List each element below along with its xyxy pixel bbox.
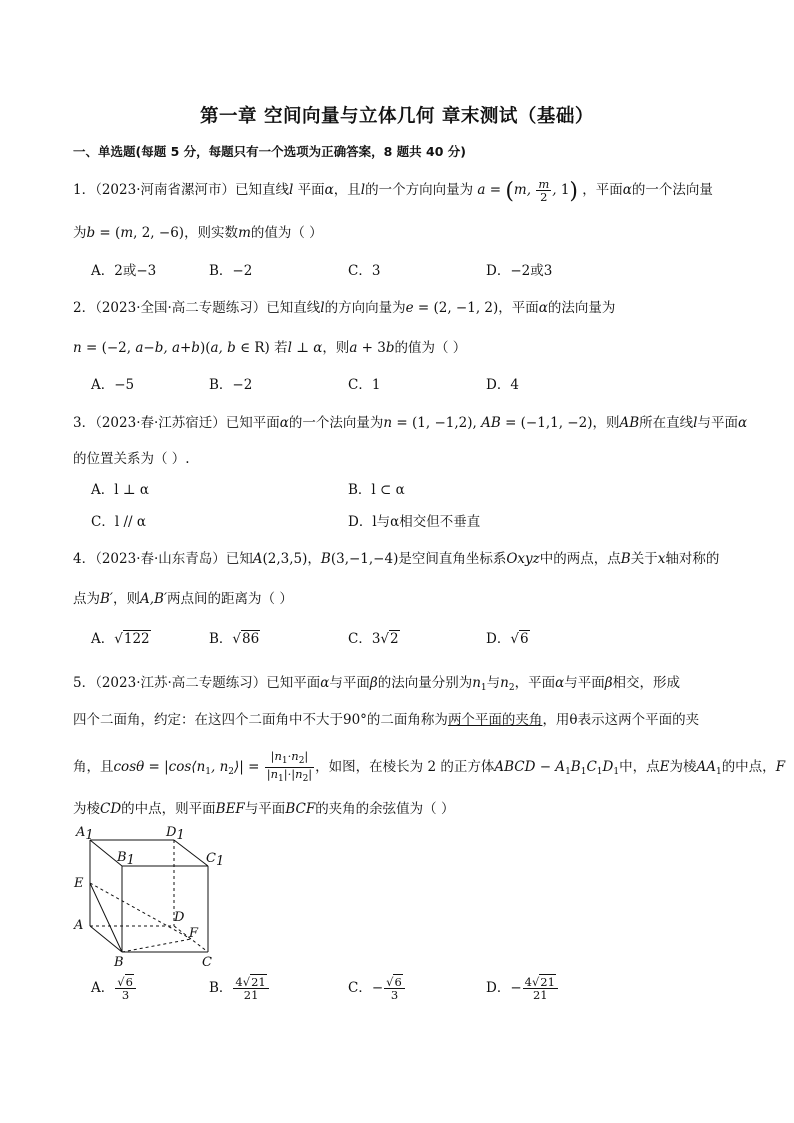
label-a: A	[74, 918, 84, 933]
question-1-line-2: 为b = (m, 2, −6)，则实数m的值为（ ）	[73, 225, 323, 241]
vector-b: b = (m, 2, −6)	[86, 225, 185, 241]
q1-option-d[interactable]: D．−2或3	[486, 263, 553, 279]
label-f: F	[189, 926, 199, 941]
q5-option-c[interactable]: C．− $\frac{√6}{3}$	[348, 976, 406, 1001]
question-5-line-2: 四个二面角，约定：在这四个二面角中不大于90°的二面角称为两个平面的夹角，用θ表示这两个平面的夹	[73, 712, 700, 728]
q1-option-c[interactable]: C．3	[348, 263, 381, 279]
cos-formula: $\cos\theta = |\cos⟨n_1$, $n_2⟩|$ = $\frac{|n_1\cdot n_2|}{|n_1|\cdot|n_2|}$	[113, 749, 313, 784]
q1-option-b[interactable]: B．−2	[209, 263, 253, 279]
label-a1: A1	[76, 825, 94, 843]
question-3-line-1: 3．（2023·春·江苏宿迁）已知平面α的一个法向量为n = (1, −1,2), AB = (−1,1, −2)，则AB所在直线l与平面α	[73, 415, 748, 431]
q3-option-d[interactable]: D．l与α相交但不垂直	[348, 514, 481, 530]
question-1-line-1: 1．（2023·河南省漯河市）已知直线l 平面α，且l的一个方向向量为 a = (m, $\frac{m}{2}$ , 1) ，平面α的一个法向量	[73, 177, 713, 204]
q4-option-d[interactable]: D．√6	[486, 631, 529, 647]
question-3-line-2: 的位置关系为（ ）.	[73, 451, 190, 467]
question-4-line-1: 4．（2023·春·山东青岛）已知A(2,3,5)，B(3,−1,−4)是空间直角坐标系Oxyz中的两点，点B关于x轴对称的	[73, 551, 720, 567]
q5-option-b[interactable]: B． $\frac{4√21}{21}$	[209, 976, 270, 1001]
q5-option-d[interactable]: D．− $\frac{4√21}{21}$	[486, 976, 559, 1001]
question-5-line-3: 角，且$\cos\theta = |\cos⟨n_1$, $n_2⟩|$ = $\frac{|n_1\cdot n_2|}{|n_1|\cdot|n_2|}$ ，如图，在棱长为 2 的正方体ABCD − $A_1B_1C_1D_1$中，点E为棱$AA_1$的中点，F	[73, 749, 786, 784]
vector-n: n = (−2, a−b, a+b)(a, b ∈ R)	[73, 340, 270, 356]
q5-option-a[interactable]: A． $\frac{√6}{3}$	[91, 976, 137, 1001]
label-e: E	[74, 876, 84, 891]
label-c: C	[202, 955, 212, 970]
q1-option-a[interactable]: A．2或−3	[91, 263, 157, 279]
page-title: 第一章 空间向量与立体几何 章末测试（基础）	[200, 106, 594, 127]
question-5-line-1: 5．（2023·江苏·高二专题练习）已知平面α与平面β的法向量分别为$n_1$与$n_2$，平面α与平面β相交，形成	[73, 675, 681, 693]
figure-labels	[73, 825, 224, 970]
question-4-line-2: 点为B′，则A,B′两点间的距离为（ ）	[73, 591, 293, 607]
question-2-line-2: n = (−2, a−b, a+b)(a, b ∈ R) 若l ⊥ α，则a + 3b的值为（ ）	[73, 340, 467, 356]
vector-a: a = (m, $\frac{m}{2}$ , 1)	[477, 177, 578, 204]
vector-e: e = (2, −1, 2)	[405, 300, 499, 316]
label-b: B	[114, 955, 124, 970]
q4-option-a[interactable]: A．√122	[91, 631, 150, 647]
q2-option-c[interactable]: C．1	[348, 377, 381, 393]
cube-figure	[70, 822, 230, 972]
q1-text: 1．（2023·河南省漯河市）已知直线	[73, 182, 289, 198]
q4-option-c[interactable]: C．3√2	[348, 631, 399, 647]
q3-option-b[interactable]: B．l ⊂ α	[348, 482, 405, 498]
q3-option-a[interactable]: A．l ⊥ α	[91, 482, 149, 498]
q2-option-a[interactable]: A．−5	[91, 377, 135, 393]
label-d: D	[174, 910, 185, 925]
underlined-term: 两个平面的夹角	[447, 712, 543, 728]
question-2-line-1: 2．（2023·全国·高二专题练习）已知直线l的方向向量为e = (2, −1, 2)，平面α的法向量为	[73, 300, 616, 316]
q2-option-b[interactable]: B．−2	[209, 377, 253, 393]
question-5-line-4: 为棱CD的中点，则平面BEF与平面BCF的夹角的余弦值为（ ）	[73, 801, 455, 817]
label-c1: C1	[206, 851, 225, 869]
q2-option-d[interactable]: D．4	[486, 377, 519, 393]
q4-option-b[interactable]: B．√86	[209, 631, 260, 647]
label-b1: B1	[117, 850, 135, 868]
vector-n-ab: n = (1, −1,2), AB = (−1,1, −2)	[383, 415, 593, 431]
q3-option-c[interactable]: C．l // α	[91, 514, 146, 530]
label-d1: D1	[166, 825, 185, 843]
section-heading: 一、单选题(每题 5 分，每题只有一个选项为正确答案，8 题共 40 分)	[73, 144, 466, 159]
